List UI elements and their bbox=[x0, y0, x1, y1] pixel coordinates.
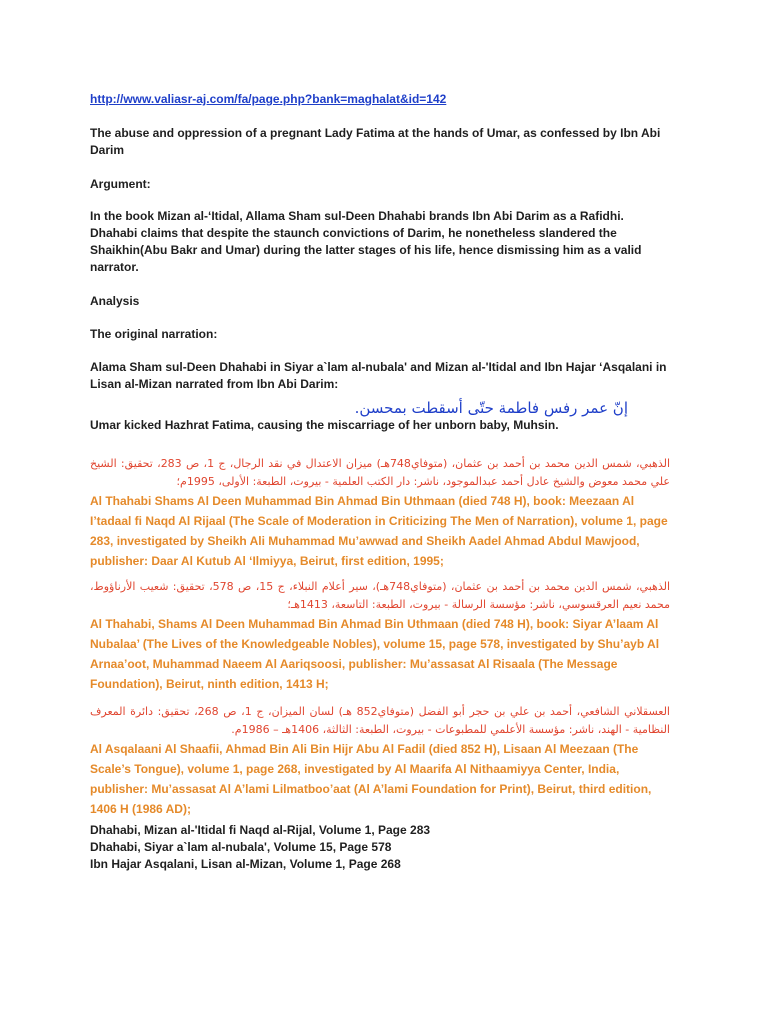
citation-arabic: الذهبي، شمس الدين محمد بن أحمد بن عثمان، (متوفاي748هـ) ميزان الاعتدال في نقد الرجال، ج 1، ص 283، تحقيق: الشيخ علي محمد معوض والشيخ عادل أحمد عبدالموجود، ناشر: دار الكتب العلمية - بيروت، الطبعة: الأولى، 1995م؛ bbox=[90, 457, 671, 488]
arabic-quote-block bbox=[90, 398, 670, 418]
citation-english: Al Thahabi, Shams Al Deen Muhammad Bin Ahmad Bin Uthmaan (died 748 H), book: Siyar A’laam Al Nubalaa’ (The Lives of the Knowledgeable Nobles), volume 15, page 578, investigated by Shu’ayb Al Arnaa’oot, Muhammad Naeem Al Aariqsoosi, publisher: Mu’assasat Al Risaala (The Message Foundation), Beirut, ninth edition, 1413 H; bbox=[90, 617, 660, 691]
narration-intro: Alama Sham sul-Deen Dhahabi in Siyar a`lam al-nubala' and Mizan al-'Itidal and Ibn Hajar ‘Asqalani in Lisan al-Mizan narrated from Ibn Abi Darim: bbox=[90, 360, 667, 391]
source-link[interactable]: http://www.valiasr-aj.com/fa/page.php?bank=maghalat&id=142 bbox=[90, 92, 447, 106]
analysis-heading: Analysis bbox=[90, 294, 140, 308]
argument-heading: Argument: bbox=[90, 177, 151, 191]
citation-3 bbox=[90, 703, 670, 819]
citation-2 bbox=[90, 578, 670, 694]
arabic-quote: إنّ عمر رفس فاطمة حتّى أسقطت بمحسن. bbox=[354, 399, 628, 417]
citation-english: Al Thahabi Shams Al Deen Muhammad Bin Ahmad Bin Uthmaan (died 748 H), book: Meezaan Al I’tadaal fi Naqd Al Rijaal (The Scale of Moderation in Criticizing The Men of Narration), volume 1, page 283, investigated by Sheikh Ali Muhammad Mu’awwad and Sheikh Aadel Ahmad Abdul Mawjood, publisher: Daar Al Kutub Al ‘Ilmiyya, Beirut, first edition, 1995; bbox=[90, 494, 668, 568]
citation-arabic: العسقلاني الشافعي، أحمد بن علي بن حجر أبو الفضل (متوفاي852 هـ) لسان الميزان، ج 1، ص 268، تحقيق: دائرة المعرف النظامية - الهند، ناشر: مؤسسة الأعلمي للمطبوعات - بيروت، الطبعة: الثالثة، 1406هـ – 1986م. bbox=[90, 705, 670, 736]
citation-1 bbox=[90, 455, 670, 571]
citation-english: Al Asqalaani Al Shaafii, Ahmad Bin Ali Bin Hijr Abu Al Fadil (died 852 H), Lisaan Al Meezaan (The Scale’s Tongue), volume 1, page 268, investigated by Al Maarifa Al Nithaamiyya Center, India, publisher: Mu’assasat Al A’lami Lilmatboo’aat (Al A’lami Foundation for Print), Beirut, third edition, 1406 H (1986 AD); bbox=[90, 742, 652, 816]
document-title: The abuse and oppression of a pregnant Lady Fatima at the hands of Umar, as confessed by Ibn Abi Darim bbox=[90, 126, 661, 157]
narration-intro-block bbox=[90, 359, 670, 393]
title-block bbox=[90, 125, 670, 159]
narration-heading-block bbox=[90, 326, 670, 343]
header-block bbox=[90, 90, 670, 108]
references-list bbox=[90, 822, 670, 873]
reference-item: Dhahabi, Mizan al-'Itidal fi Naqd al-Rijal, Volume 1, Page 283 bbox=[90, 823, 431, 837]
argument-heading-block bbox=[90, 176, 670, 193]
translation-block bbox=[90, 417, 670, 434]
reference-item: Ibn Hajar Asqalani, Lisan al-Mizan, Volume 1, Page 268 bbox=[90, 857, 401, 871]
reference-item: Dhahabi, Siyar a`lam al-nubala', Volume 15, Page 578 bbox=[90, 840, 392, 854]
citation-arabic: الذهبي، شمس الدين محمد بن أحمد بن عثمان، (متوفاي748هـ)، سير أعلام النبلاء، ج 15، ص 578، تحقيق: شعيب الأرناؤوط، محمد نعيم العرقسوسي، ناشر: مؤسسة الرسالة - بيروت، الطبعة: التاسعة، 1413هـ؛ bbox=[90, 580, 671, 611]
argument-body-block bbox=[90, 208, 670, 276]
narration-heading: The original narration: bbox=[90, 327, 218, 341]
analysis-heading-block bbox=[90, 293, 670, 310]
argument-body: In the book Mizan al-‘Itidal, Allama Sham sul-Deen Dhahabi brands Ibn Abi Darim as a Rafidhi. Dhahabi claims that despite the staunch convictions of Darim, he nonetheless slandered the Shaikhin(Abu Bakr and Umar) during the latter stages of his life, hence dismissing him as a valid narrator. bbox=[90, 209, 642, 274]
quote-translation: Umar kicked Hazhrat Fatima, causing the miscarriage of her unborn baby, Muhsin. bbox=[90, 418, 559, 432]
